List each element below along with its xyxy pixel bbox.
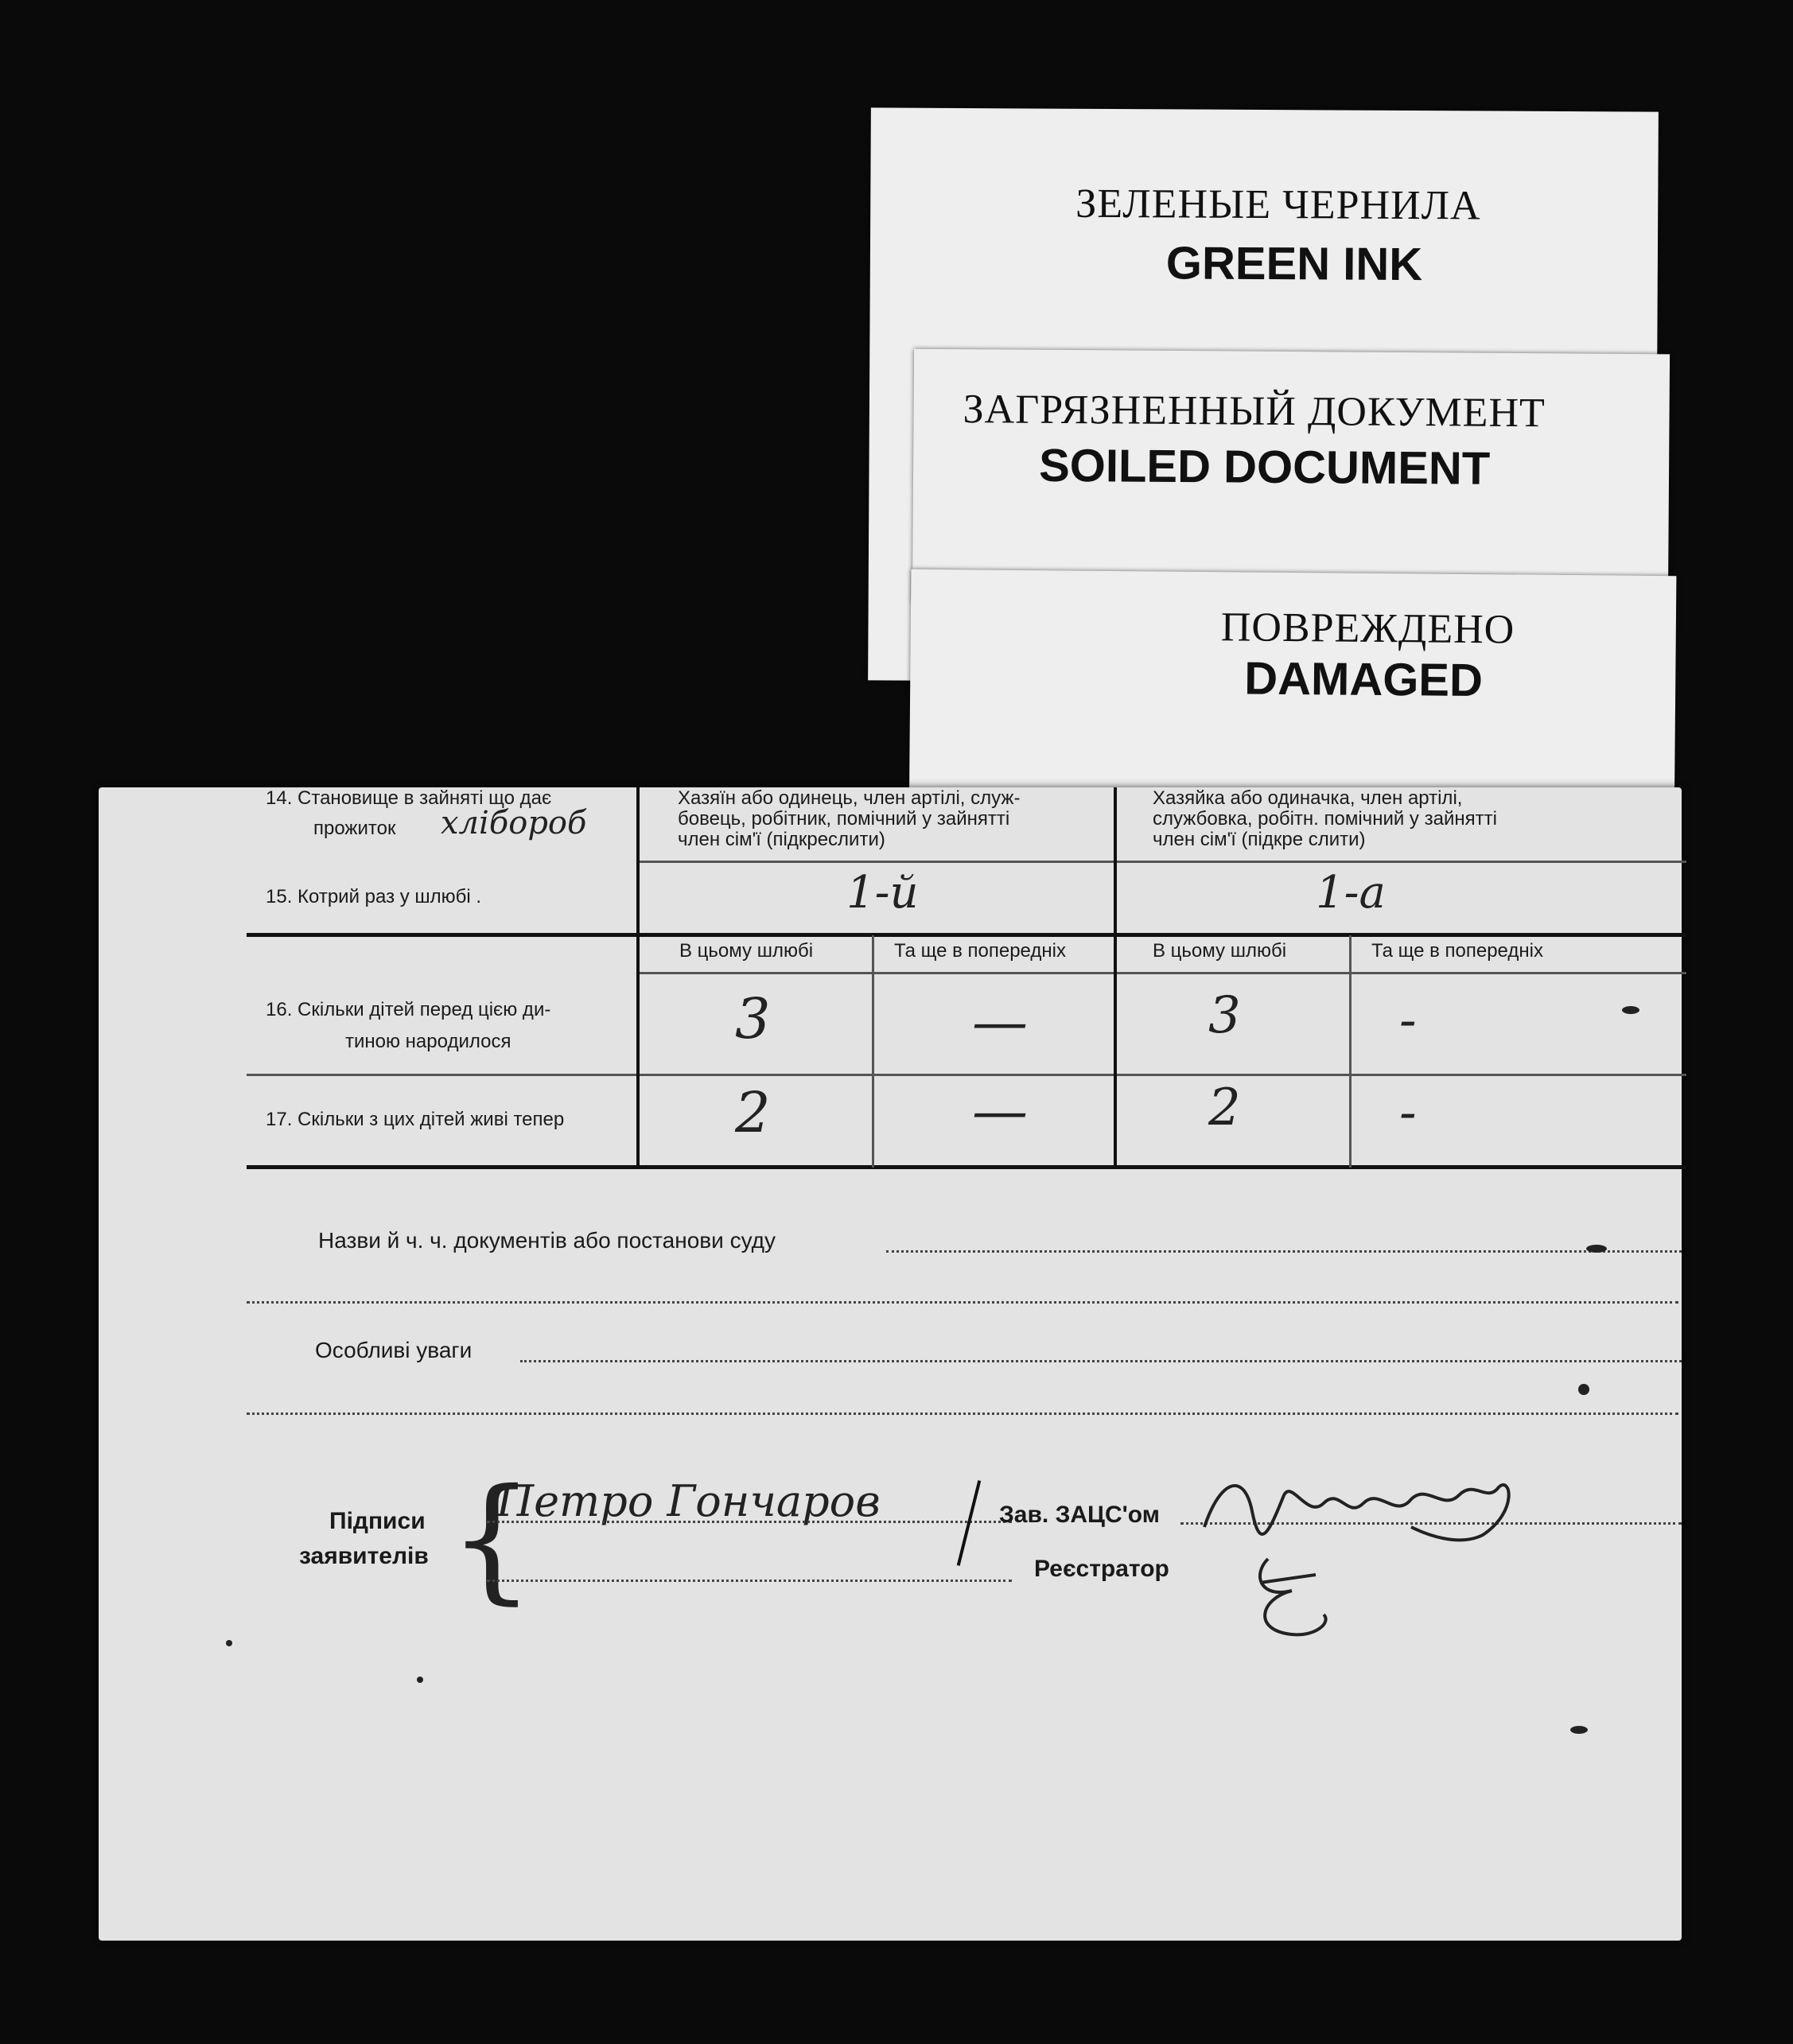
signatures-label-line1: Підписи [329, 1508, 426, 1534]
registrar-label: Реєстратор [1034, 1556, 1169, 1582]
header-divider [640, 972, 1686, 974]
q17-label: 17. Скільки з цих дітей живі тепер [266, 1109, 565, 1130]
registrar-signature [1244, 1551, 1355, 1646]
documents-line-1 [886, 1250, 1682, 1253]
q16-wife-this: 3 [1208, 986, 1241, 1045]
applicant-signature: Петро Гончаров [496, 1476, 881, 1526]
row-divider-q15 [247, 933, 1686, 937]
header-husband-this-marriage: В цьому шлюбі [679, 940, 814, 962]
q16-label-line2: тиною народилося [345, 1031, 511, 1052]
applicant-signature-line-2 [487, 1580, 1012, 1582]
head-signature [1196, 1463, 1530, 1559]
row-divider-q16 [247, 1074, 1686, 1076]
q14-label-line2: прожиток [313, 818, 396, 839]
documents-label: Назви й ч. ч. документів або постанови суду [318, 1228, 776, 1253]
q14-label-line1: 14. Становище в зайняті що дає [266, 787, 552, 809]
q17-wife-this: 2 [1208, 1078, 1241, 1137]
q17-husband-previous: — [972, 1078, 1028, 1144]
binding-hole [1586, 1245, 1607, 1253]
remarks-line-2 [247, 1413, 1678, 1415]
q15-wife-value: 1-а [1316, 867, 1386, 919]
q16-husband-this: 3 [735, 986, 771, 1051]
q16-wife-previous: - [1399, 991, 1417, 1050]
damaged-en: DAMAGED [1243, 652, 1484, 707]
green-ink-en: GREEN INK [1165, 237, 1423, 291]
q17-husband-this: 2 [735, 1080, 771, 1145]
background-speck [417, 1677, 423, 1683]
green-ink-ru: ЗЕЛЕНЫЕ ЧЕРНИЛА [1075, 181, 1481, 229]
binding-hole [1578, 1384, 1589, 1395]
vline-husband-wife [1114, 787, 1117, 1169]
applicant-signature-line-1 [487, 1521, 1012, 1523]
q14-husband-option-line3: член сім'ї (підкреслити) [678, 829, 885, 850]
q14-wife-option-line3: член сім'ї (підкре слити) [1153, 829, 1366, 850]
header-wife-previous: Та ще в попередніх [1371, 940, 1543, 962]
vline-husband-sub [872, 935, 874, 1168]
header-husband-previous: Та ще в попередніх [894, 940, 1066, 962]
signatures-brace: { [449, 1460, 535, 1618]
q14-handwritten-occupation: хлібороб [441, 805, 587, 841]
binding-hole [1570, 1726, 1588, 1734]
q16-husband-previous: — [972, 989, 1028, 1055]
q16-label-line1: 16. Скільки дітей перед цією ди- [266, 999, 551, 1020]
signature-separator [957, 1480, 981, 1566]
registration-form [99, 787, 1682, 1941]
soiled-ru: ЗАГРЯЗНЕННЫЙ ДОКУМЕНТ [963, 387, 1546, 437]
q15-husband-value: 1-й [846, 867, 919, 919]
q15-label: 15. Котрий раз у шлюбі . [266, 886, 482, 907]
soiled-en: SOILED DOCUMENT [1038, 439, 1491, 495]
remarks-line-1 [520, 1360, 1682, 1362]
documents-line-2 [247, 1301, 1678, 1304]
row-divider-q14 [640, 861, 1686, 863]
q17-wife-previous: - [1399, 1083, 1417, 1142]
q14-husband-option-line2: бовець, робітник, помічний у зайнятті [678, 808, 1010, 830]
remarks-label: Особливі уваги [315, 1338, 473, 1362]
signatures-label-line2: заявителів [299, 1543, 429, 1569]
q14-wife-option-line2: службовка, робітн. помічний у зайнятті [1153, 808, 1497, 830]
head-of-registry-label: Зав. ЗАЦС'ом [999, 1502, 1160, 1528]
vline-wife-sub [1349, 935, 1352, 1168]
table-bottom-rule [247, 1165, 1686, 1169]
vline-label-column [636, 787, 640, 1169]
q14-husband-option-line1: Хазяїн або одинець, член артілі, служ- [678, 787, 1021, 809]
header-wife-this-marriage: В цьому шлюбі [1153, 940, 1287, 962]
q14-wife-option-line1: Хазяйка або одиначка, член артілі, [1153, 787, 1463, 809]
background-speck [226, 1640, 232, 1646]
binding-hole [1622, 1006, 1639, 1014]
damaged-ru: ПОВРЕЖДЕНО [1220, 604, 1515, 653]
